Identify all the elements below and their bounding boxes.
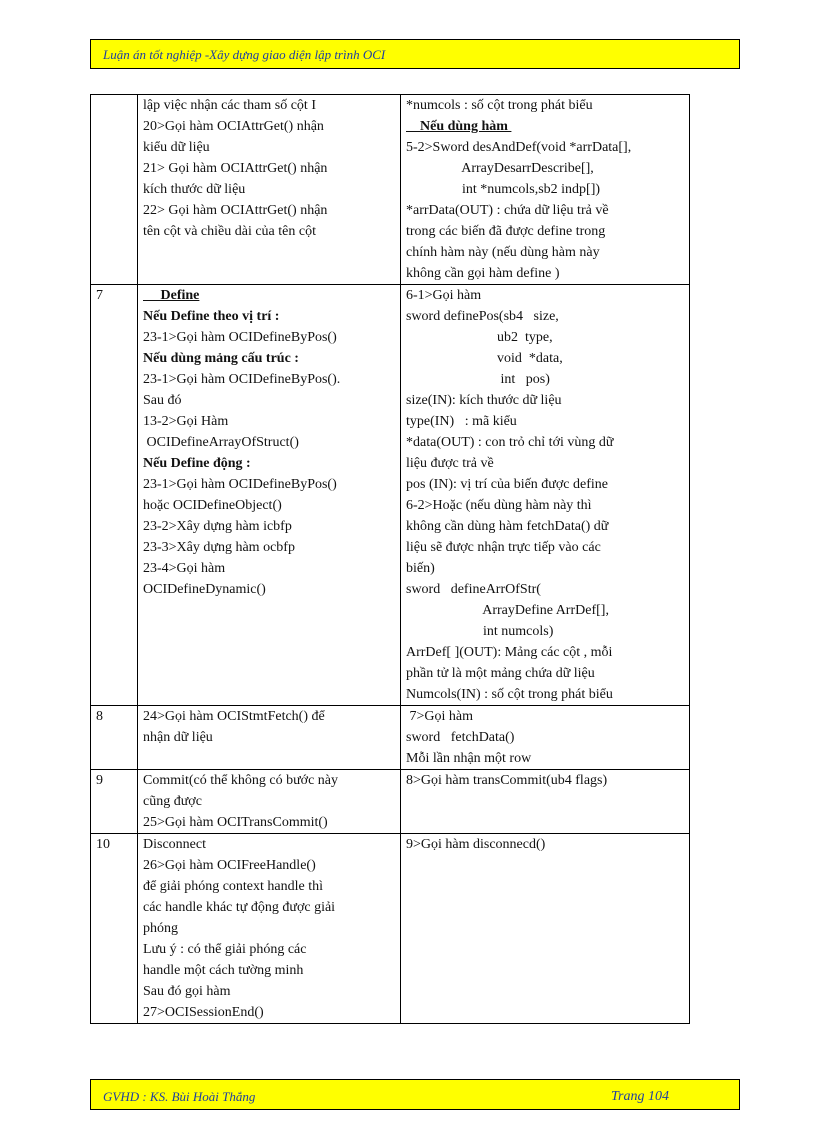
footer-advisor: GVHD : KS. Bùi Hoài Thắng — [103, 1089, 256, 1104]
text-line: phần tử là một mảng chứa dữ liệu — [406, 666, 595, 681]
text-line: sword definePos(sb4 size, — [406, 309, 559, 324]
table-row — [91, 706, 690, 770]
oci-call-cell — [138, 706, 401, 770]
table-row — [91, 95, 690, 285]
text-line: Nếu Define động : — [143, 456, 251, 471]
text-line: sword defineArrOfStr( — [406, 582, 541, 597]
text-line: liệu sẽ được nhận trực tiếp vào các — [406, 540, 601, 555]
text-line: 23-2>Xây dựng hàm icbfp — [143, 519, 292, 534]
text-line: Sau đó — [143, 393, 182, 408]
text-line: handle một cách tường minh — [143, 963, 304, 978]
header-title: Luận án tốt nghiệp -Xây dựng giao diện lập trình OCI — [103, 47, 386, 62]
text-line: 23-1>Gọi hàm OCIDefineByPos() — [143, 477, 337, 492]
text-line: Disconnect — [143, 837, 206, 852]
text-line: *numcols : số cột trong phát biểu — [406, 98, 593, 113]
text-line: ArrDef[ ](OUT): Mảng các cột , mỗi — [406, 645, 613, 660]
wrapper-function-cell — [401, 285, 690, 706]
procedure-table — [90, 94, 690, 1024]
text-line: Sau đó gọi hàm — [143, 984, 231, 999]
text-line: lập việc nhận các tham số cột I — [143, 98, 316, 113]
text-line: 6-2>Hoặc (nếu dùng hàm này thì — [406, 498, 592, 513]
table-body — [91, 95, 690, 1024]
text-line: 6-1>Gọi hàm — [406, 288, 482, 303]
step-number-cell: 8 — [91, 706, 138, 770]
text-line: type(IN) : mã kiểu — [406, 414, 517, 429]
text-line: 20>Gọi hàm OCIAttrGet() nhận — [143, 119, 324, 134]
text-line: void *data, — [406, 351, 563, 366]
page-number: Trang 104 — [611, 1089, 669, 1104]
text-line: hoặc OCIDefineObject() — [143, 498, 282, 513]
text-line: Lưu ý : có thể giải phóng các — [143, 942, 307, 957]
text-line: int numcols) — [406, 624, 554, 639]
text-line: 21> Gọi hàm OCIAttrGet() nhận — [143, 161, 328, 176]
text-line: 8>Gọi hàm transCommit(ub4 flags) — [406, 773, 608, 788]
oci-call-cell — [138, 834, 401, 1024]
text-line: 13-2>Gọi Hàm — [143, 414, 229, 429]
text-line: *arrData(OUT) : chứa dữ liệu trả về — [406, 203, 609, 218]
text-line: 23-3>Xây dựng hàm ocbfp — [143, 540, 295, 555]
text-line: Mỗi lần nhận một row — [406, 751, 532, 766]
text-line: Numcols(IN) : số cột trong phát biểu — [406, 687, 613, 702]
text-line: pos (IN): vị trí của biến được define — [406, 477, 608, 492]
text-line: *data(OUT) : con trỏ chỉ tới vùng dữ — [406, 435, 614, 450]
oci-call-cell — [138, 285, 401, 706]
text-line: phóng — [143, 921, 178, 936]
text-line: ub2 type, — [406, 330, 553, 345]
text-line: size(IN): kích thước dữ liệu — [406, 393, 562, 408]
table-row — [91, 770, 690, 834]
text-line: 23-1>Gọi hàm OCIDefineByPos() — [143, 330, 337, 345]
text-line: cũng được — [143, 794, 202, 809]
header-band — [90, 39, 740, 69]
text-line: 22> Gọi hàm OCIAttrGet() nhận — [143, 203, 328, 218]
text-line: ArrayDesarrDescribe[], — [406, 161, 594, 176]
text-line: Nếu dùng hàm — [406, 119, 512, 134]
oci-call-cell — [138, 95, 401, 285]
text-line: 23-4>Gọi hàm — [143, 561, 226, 576]
text-line: ArrayDefine ArrDef[], — [406, 603, 609, 618]
text-line: sword fetchData() — [406, 730, 515, 745]
text-line: Commit(có thể không có bước này — [143, 773, 339, 788]
wrapper-function-cell — [401, 95, 690, 285]
text-line: các handle khác tự động được giải — [143, 900, 336, 915]
text-line: 25>Gọi hàm OCITransCommit() — [143, 815, 328, 830]
text-line: 9>Gọi hàm disconnecd() — [406, 837, 546, 852]
text-line: 5-2>Sword desAndDef(void *arrData[], — [406, 140, 632, 155]
text-line: không cần dùng hàm fetchData() dữ — [406, 519, 609, 534]
text-line: Nếu Define theo vị trí : — [143, 309, 280, 324]
text-line: liệu được trả về — [406, 456, 494, 471]
text-line: int *numcols,sb2 indp[]) — [406, 182, 601, 197]
text-line: OCIDefineDynamic() — [143, 582, 266, 597]
wrapper-function-cell — [401, 834, 690, 1024]
step-number-cell: 9 — [91, 770, 138, 834]
text-line: int pos) — [406, 372, 550, 387]
wrapper-function-cell — [401, 706, 690, 770]
table-row — [91, 834, 690, 1024]
text-line: Nếu dùng mảng cấu trúc : — [143, 351, 299, 366]
text-line: 26>Gọi hàm OCIFreeHandle() — [143, 858, 316, 873]
text-line: 23-1>Gọi hàm OCIDefineByPos(). — [143, 372, 341, 387]
text-line: 24>Gọi hàm OCIStmtFetch() để — [143, 709, 325, 724]
text-line: để giải phóng context handle thì — [143, 879, 324, 894]
text-line: OCIDefineArrayOfStruct() — [143, 435, 299, 450]
text-line: chính hàm này (nếu dùng hàm này — [406, 245, 600, 260]
text-line: trong các biến đã được define trong — [406, 224, 606, 239]
step-number-cell: 10 — [91, 834, 138, 1024]
text-line: tên cột và chiều dài của tên cột — [143, 224, 316, 239]
text-line: nhận dữ liệu — [143, 730, 213, 745]
step-number-cell — [91, 95, 138, 285]
text-line: kích thước dữ liệu — [143, 182, 246, 197]
text-line: biến) — [406, 561, 435, 576]
wrapper-function-cell — [401, 770, 690, 834]
text-line: không cần gọi hàm define ) — [406, 266, 560, 281]
text-line: 7>Gọi hàm — [406, 709, 473, 724]
table-row — [91, 285, 690, 706]
text-line: kiểu dữ liệu — [143, 140, 210, 155]
oci-call-cell — [138, 770, 401, 834]
text-line: Define — [143, 288, 200, 303]
footer-band — [90, 1079, 740, 1110]
text-line: 27>OCISessionEnd() — [143, 1005, 264, 1020]
step-number-cell: 7 — [91, 285, 138, 706]
